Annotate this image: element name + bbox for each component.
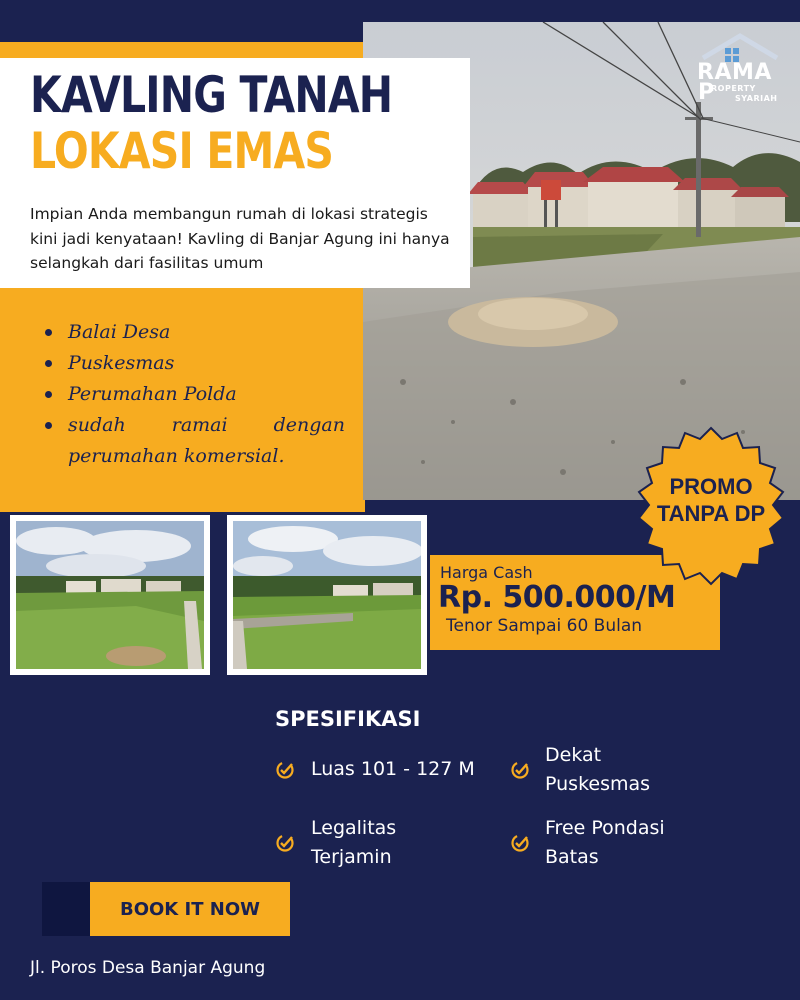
check-circle-icon [275, 760, 295, 780]
thumbnail-photo-1 [10, 515, 210, 675]
promo-line-1: PROMO [669, 474, 753, 499]
logo-rama-text: RAMA [697, 60, 772, 85]
price-label: Harga Cash [440, 563, 533, 582]
promo-line-2: TANPA DP [656, 501, 766, 526]
spec-item-puskesmas: Dekat Puskesmas [545, 744, 651, 795]
headline-line-1: KAVLING TANAH [30, 66, 393, 124]
facility-item: Balai Desa [40, 317, 345, 348]
facility-item: Puskesmas [40, 348, 345, 379]
spec-title: SPESIFIKASI [275, 707, 421, 731]
check-circle-icon [510, 760, 530, 780]
facility-item: Perumahan Polda [40, 379, 345, 410]
logo-syariah-text: SYARIAH [735, 94, 778, 103]
book-it-now-button[interactable]: BOOK IT NOW [90, 882, 290, 936]
thumbnail-photo-2 [227, 515, 427, 675]
intro-text: Impian Anda membangun rumah di lokasi strategis kini jadi kenyataan! Kavling di Banjar Agung ini hanya selangkah dari fasilitas umum [30, 205, 450, 272]
facility-list [40, 317, 345, 472]
logo-p-text: P [698, 80, 715, 105]
logo-property-text: ROPERTY [711, 84, 756, 93]
spec-item-pondasi: Free Pondasi Batas [545, 817, 665, 868]
check-circle-icon [275, 833, 295, 853]
book-button-shadow [42, 882, 90, 936]
address-text: Jl. Poros Desa Banjar Agung [30, 958, 266, 978]
check-circle-icon [510, 833, 530, 853]
price-value: Rp. 500.000/M [438, 580, 676, 615]
promo-badge [630, 425, 792, 587]
headline-line-2: LOKASI EMAS [30, 122, 334, 180]
spec-item-legal: Legalitas Terjamin [311, 817, 397, 868]
price-tenor: Tenor Sampai 60 Bulan [446, 616, 643, 636]
facility-item: sudah ramai dengan perumahan komersial. [40, 410, 345, 472]
spec-item-area: Luas 101 - 127 M [311, 758, 475, 780]
